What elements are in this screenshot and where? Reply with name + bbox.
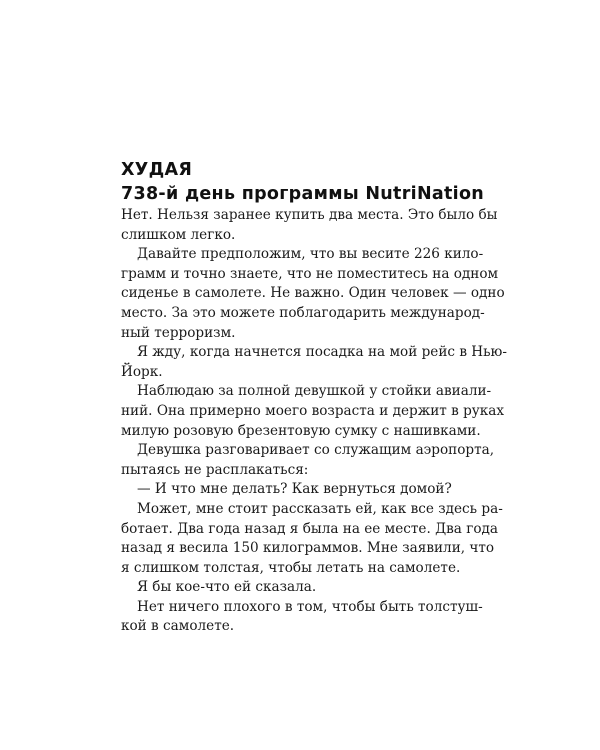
text-line: Наблюдаю за полной девушкой у стойки авиали-	[137, 383, 492, 400]
text-line: я слишком толстая, чтобы летать на самолете.	[121, 559, 461, 576]
chapter-title: ХУДАЯ	[121, 160, 193, 180]
text-line: Может, мне стоит рассказать ей, как все здесь ра-	[137, 500, 503, 517]
paragraph	[121, 206, 498, 245]
paragraph	[121, 578, 481, 598]
text-line: милую розовую брезентовую сумку с нашивками.	[121, 422, 481, 439]
text-line: ботает. Два года назад я была на ее месте. Два года	[121, 520, 499, 537]
paragraph	[121, 500, 503, 578]
text-line: слишком легко.	[121, 226, 236, 243]
text-line: ный терроризм.	[121, 324, 236, 341]
paragraph	[121, 382, 505, 441]
text-line: Девушка разговаривает со служащим аэропорта,	[137, 442, 495, 459]
text-line: сиденье в самолете. Не важно. Один человек — одно	[121, 285, 505, 302]
text-line: Я бы кое-что ей сказала.	[137, 579, 317, 596]
chapter-subtitle: 738-й день программы NutriNation	[121, 184, 485, 204]
text-line: Я жду, когда начнется посадка на мой рейс в Нью-	[137, 344, 507, 361]
paragraph	[121, 441, 495, 480]
text-line: ний. Она примерно моего возраста и держит в руках	[121, 402, 505, 419]
text-line: кой в самолете.	[121, 618, 235, 635]
text-line: пытаясь не расплакаться:	[121, 461, 309, 478]
text-line: место. За это можете поблагодарить международ-	[121, 304, 485, 321]
body-text	[121, 206, 507, 637]
paragraph	[121, 343, 507, 382]
paragraph	[121, 598, 481, 637]
paragraph	[121, 480, 481, 500]
text-line: Йорк.	[121, 363, 163, 380]
text-line: Нет. Нельзя заранее купить два места. Это было бы	[121, 207, 498, 223]
chapter-heading	[121, 158, 501, 206]
text-line: грамм и точно знаете, что не поместитесь на одном	[121, 265, 499, 282]
text-line: — И что мне делать? Как вернуться домой?	[137, 481, 452, 498]
text-line: Давайте предположим, что вы весите 226 кило-	[137, 246, 484, 263]
text-line: Нет ничего плохого в том, чтобы быть толстуш-	[137, 598, 483, 615]
text-line: назад я весила 150 килограммов. Мне заявили, что	[121, 540, 495, 557]
paragraph	[121, 245, 505, 343]
